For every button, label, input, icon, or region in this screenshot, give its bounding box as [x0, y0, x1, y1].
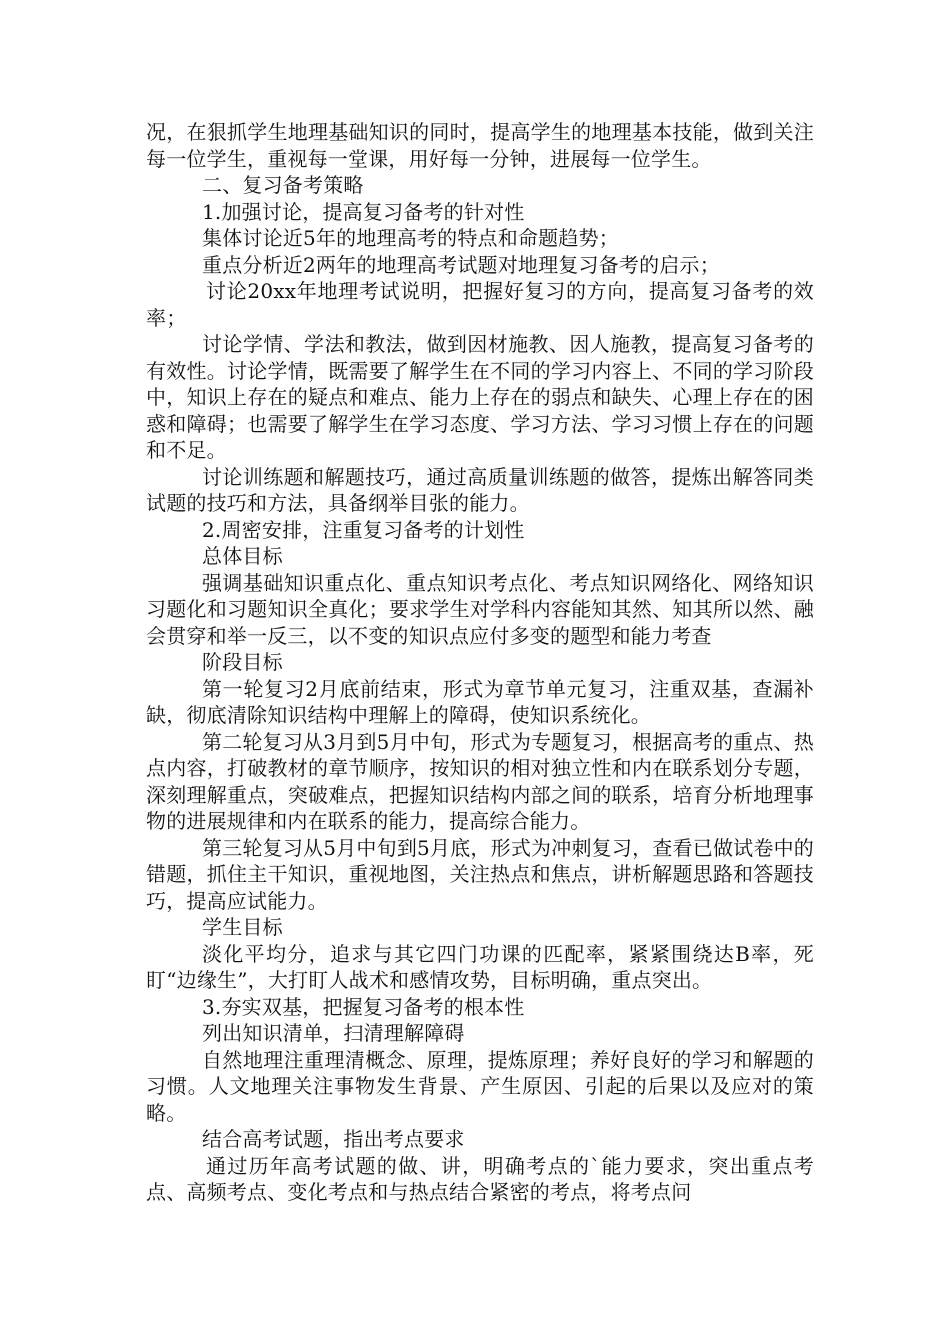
subheading-overall-goal: 总体目标 — [202, 544, 283, 568]
paragraph: 第一轮复习2月底前结束，形式为章节单元复习，注重双基，查漏补缺，彻底清除知识结构中理解上的障碍，使知识系统化。 — [146, 676, 814, 727]
paragraph: 集体讨论近5年的地理高考的特点和命题趋势； — [202, 226, 619, 250]
subheading-fundamentals: 3.夯实双基，把握复习备考的根本性 — [202, 994, 525, 1019]
paragraph: 强调基础知识重点化、重点知识考点化、考点知识网络化、网络知识习题化和习题知识全真化；要求学生对学科内容能知其然、知其所以然、融会贯穿和举一反三，以不变的知识点应付多变的题型和能力考查 — [146, 570, 814, 648]
subheading-planning: 2.周密安排，注重复习备考的计划性 — [202, 517, 525, 542]
document-body — [146, 119, 814, 1206]
paragraph-continuation: 况，在狠抓学生地理基础知识的同时，提高学生的地理基本技能，做到关注每一位学生，重视每一堂课，用好每一分钟，进展每一位学生。 — [146, 120, 814, 171]
subheading-exam-points: 结合高考试题，指出考点要求 — [202, 1127, 465, 1151]
section-heading-strategy: 二、复习备考策略 — [202, 173, 364, 197]
paragraph: 重点分析近2两年的地理高考试题对地理复习备考的启示； — [202, 252, 720, 277]
subheading-discussion: 1.加强讨论，提高复习备考的针对性 — [202, 199, 525, 224]
paragraph: 讨论20xx年地理考试说明，把握好复习的方向，提高复习备考的效率； — [146, 279, 814, 330]
paragraph: 淡化平均分，追求与其它四门功课的匹配率，紧紧围绕达B率，死盯“边缘生”，大打盯人战术和感情攻势，目标明确，重点突出。 — [146, 941, 814, 992]
paragraph: 讨论训练题和解题技巧，通过高质量训练题的做答，提炼出解答同类试题的技巧和方法，具备纲举目张的能力。 — [146, 464, 814, 515]
paragraph: 讨论学情、学法和教法，做到因材施教、因人施教，提高复习备考的有效性。讨论学情，既需要了解学生在不同的学习内容上、不同的学习阶段中，知识上存在的疑点和难点、能力上存在的弱点和缺失、心理上存在的困惑和障碍；也需要了解学生在学习态度、学习方法、学习习惯上存在的问题和不足。 — [146, 332, 814, 462]
subheading-knowledge-list: 列出知识清单，扫清理解障碍 — [202, 1021, 465, 1045]
subheading-stage-goal: 阶段目标 — [202, 650, 283, 674]
paragraph: 通过历年高考试题的做、讲，明确考点的`能力要求，突出重点考点、高频考点、变化考点和与热点结合紧密的考点，将考点问 — [146, 1153, 814, 1204]
paragraph: 第二轮复习从3月到5月中旬，形式为专题复习，根据高考的重点、热点内容，打破教材的章节顺序，按知识的相对独立性和内在联系划分专题，深刻理解重点，突破难点，把握知识结构内部之间的联系，培育分析地理事物的进展规律和内在联系的能力，提高综合能力。 — [146, 729, 814, 833]
paragraph: 第三轮复习从5月中旬到5月底，形式为冲刺复习，查看已做试卷中的错题，抓住主干知识，重视地图，关注热点和焦点，讲析解题思路和答题技巧，提高应试能力。 — [146, 835, 814, 913]
subheading-student-goal: 学生目标 — [202, 915, 283, 939]
paragraph: 自然地理注重理清概念、原理，提炼原理；养好良好的学习和解题的习惯。人文地理关注事物发生背景、产生原因、引起的后果以及应对的策略。 — [146, 1047, 814, 1125]
